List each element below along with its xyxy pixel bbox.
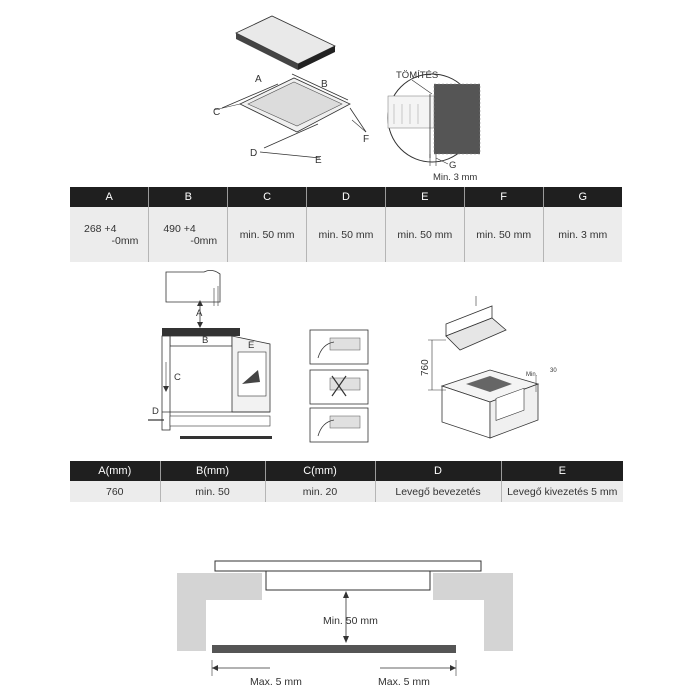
airflow-detail-boxes: [310, 330, 368, 442]
cell-g: min. 3 mm: [543, 207, 622, 262]
cell-d: Levegő bevezetés: [375, 481, 501, 502]
min-value: 30: [550, 368, 557, 374]
cell-b-mm: min. 50: [160, 481, 265, 502]
left-wall: [177, 573, 262, 651]
cell-b: [149, 207, 228, 262]
top-installation-figure: [200, 8, 500, 180]
label-e: E: [315, 155, 322, 166]
header-g: G: [543, 187, 622, 207]
mid-label-a: A: [196, 308, 203, 319]
mid-label-b: B: [202, 335, 209, 346]
cell-f: min. 50 mm: [464, 207, 543, 262]
table-row: [70, 481, 623, 502]
label-a: A: [255, 74, 262, 85]
worktop-cutout: [214, 74, 366, 158]
mid-label-e: E: [248, 340, 255, 351]
cell-c: min. 50 mm: [228, 207, 307, 262]
hob-drawing: [236, 16, 335, 70]
cell-a: [70, 207, 149, 262]
mid-label-d: D: [152, 406, 159, 417]
hob-body: [266, 571, 430, 590]
kitchen-isometric: [428, 296, 538, 438]
header-b-mm: B(mm): [160, 461, 265, 481]
cutout-dimensions-table: [70, 187, 622, 262]
header-c-mm: C(mm): [265, 461, 375, 481]
ventilation-dimensions-table: [70, 461, 623, 502]
label-f: F: [363, 134, 370, 145]
table-row: [70, 207, 622, 262]
label-g: G: [449, 160, 457, 171]
label-c: C: [213, 107, 221, 118]
cabinet-section: [148, 270, 272, 439]
cell-d: min. 50 mm: [307, 207, 386, 262]
header-d: D: [375, 461, 501, 481]
middle-installation-figure: [140, 266, 560, 446]
seal-detail: [388, 74, 480, 166]
top-figure-svg: [200, 8, 500, 180]
bottom-figure-svg: [170, 552, 520, 694]
right-wall: [433, 573, 513, 651]
header-c: C: [228, 187, 307, 207]
mid-label-c: C: [174, 372, 181, 383]
bottom-section-figure: [170, 552, 520, 694]
cell-e: min. 50 mm: [385, 207, 464, 262]
hob-plate: [215, 561, 481, 571]
middle-figure-svg: [140, 266, 560, 446]
cell-b-line2: -0mm: [190, 234, 218, 247]
cell-a-line1: 268 +4: [84, 222, 117, 235]
table-header-row: [70, 461, 623, 481]
header-f: F: [464, 187, 543, 207]
min-label: Min.: [526, 372, 538, 378]
header-a: A: [70, 187, 149, 207]
header-e: E: [501, 461, 623, 481]
height-label: 760: [420, 359, 431, 376]
label-d: D: [250, 148, 258, 159]
header-a-mm: A(mm): [70, 461, 160, 481]
table-header-row: [70, 187, 622, 207]
cell-e: Levegő kivezetés 5 mm: [501, 481, 623, 502]
cell-b-line1: 490 +4: [163, 222, 196, 235]
header-d: D: [307, 187, 386, 207]
seal-label: TÖMÍTÉS: [396, 70, 439, 81]
cell-a-line2: -0mm: [111, 234, 139, 247]
seal-gap-label: Min. 3 mm: [433, 172, 478, 180]
right-max-label: Max. 5 mm: [378, 676, 430, 688]
shelf: [212, 645, 456, 653]
header-e: E: [385, 187, 464, 207]
header-b: B: [149, 187, 228, 207]
gap-label: Min. 50 mm: [323, 615, 378, 627]
cell-a-mm: 760: [70, 481, 160, 502]
left-max-label: Max. 5 mm: [250, 676, 302, 688]
label-b: B: [321, 79, 328, 90]
cell-c-mm: min. 20: [265, 481, 375, 502]
